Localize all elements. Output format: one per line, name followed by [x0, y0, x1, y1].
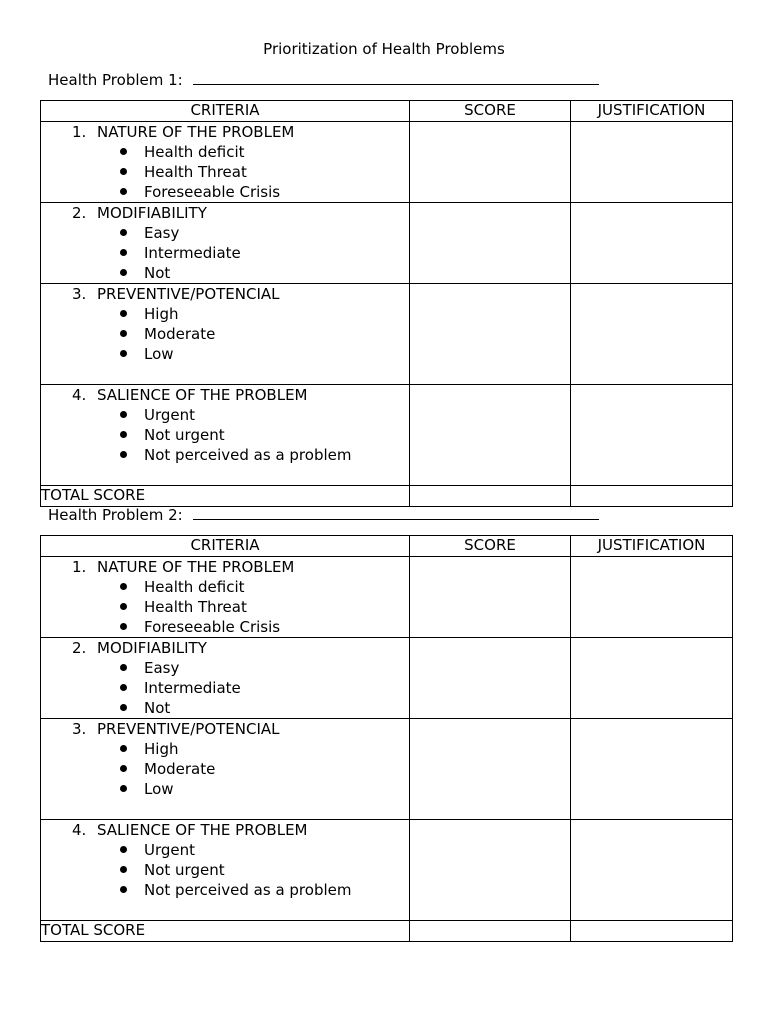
header-justification: JUSTIFICATION — [571, 101, 733, 122]
total-justification-cell[interactable] — [571, 486, 733, 507]
health-problem-1-line — [48, 71, 599, 89]
page-title: Prioritization of Health Problems — [263, 40, 505, 58]
score-cell[interactable] — [410, 557, 571, 638]
criterion-option: Low — [41, 344, 409, 364]
total-score-row — [41, 486, 733, 507]
criterion-option: Health deficit — [41, 142, 409, 162]
criterion-title: MODIFIABILITY — [97, 204, 207, 222]
criterion-number: 3. — [72, 720, 87, 738]
criterion-cell — [41, 203, 410, 284]
score-cell[interactable] — [410, 385, 571, 486]
total-score-label: TOTAL SCORE — [41, 921, 410, 942]
total-score-cell[interactable] — [410, 486, 571, 507]
criterion-title: NATURE OF THE PROBLEM — [97, 558, 295, 576]
score-cell[interactable] — [410, 820, 571, 921]
criterion-title: SALIENCE OF THE PROBLEM — [97, 386, 308, 404]
justification-cell[interactable] — [571, 385, 733, 486]
criteria-table-2 — [40, 535, 733, 942]
criteria-table-1 — [40, 100, 733, 507]
criterion-option: Health deficit — [41, 577, 409, 597]
criterion-option: Urgent — [41, 405, 409, 425]
criterion-number: 2. — [72, 204, 87, 222]
criterion-number: 2. — [72, 639, 87, 657]
criterion-number: 1. — [72, 123, 87, 141]
criterion-row-preventive — [41, 719, 733, 820]
criterion-option: Not — [41, 698, 409, 718]
criterion-option: Not — [41, 263, 409, 283]
criterion-option: Health Threat — [41, 162, 409, 182]
justification-cell[interactable] — [571, 284, 733, 385]
score-cell[interactable] — [410, 203, 571, 284]
header-score: SCORE — [410, 536, 571, 557]
justification-cell[interactable] — [571, 557, 733, 638]
total-justification-cell[interactable] — [571, 921, 733, 942]
justification-cell[interactable] — [571, 820, 733, 921]
criterion-option: Not perceived as a problem — [41, 445, 409, 465]
criterion-option: Health Threat — [41, 597, 409, 617]
health-problem-1-label: Health Problem 1: — [48, 71, 183, 89]
criterion-row-salience — [41, 385, 733, 486]
header-criteria: CRITERIA — [41, 536, 410, 557]
criterion-row-modifiability — [41, 638, 733, 719]
criterion-title: PREVENTIVE/POTENCIAL — [97, 720, 280, 738]
criterion-option: Foreseeable Crisis — [41, 617, 409, 637]
criterion-cell — [41, 122, 410, 203]
criterion-option: Easy — [41, 223, 409, 243]
criterion-cell — [41, 820, 410, 921]
criterion-option: Not perceived as a problem — [41, 880, 409, 900]
criterion-cell — [41, 638, 410, 719]
criterion-option: Foreseeable Crisis — [41, 182, 409, 202]
criterion-option: Urgent — [41, 840, 409, 860]
criterion-option: Low — [41, 779, 409, 799]
header-justification: JUSTIFICATION — [571, 536, 733, 557]
table-header-row — [41, 536, 733, 557]
criterion-title: PREVENTIVE/POTENCIAL — [97, 285, 280, 303]
health-problem-2-blank[interactable] — [193, 507, 599, 520]
health-problem-2-line — [48, 506, 599, 524]
score-cell[interactable] — [410, 719, 571, 820]
criterion-title: NATURE OF THE PROBLEM — [97, 123, 295, 141]
total-score-label: TOTAL SCORE — [41, 486, 410, 507]
score-cell[interactable] — [410, 638, 571, 719]
criterion-option: Not urgent — [41, 425, 409, 445]
criterion-option: Easy — [41, 658, 409, 678]
criterion-option: Moderate — [41, 324, 409, 344]
criterion-option: High — [41, 739, 409, 759]
criterion-row-modifiability — [41, 203, 733, 284]
health-problem-1-blank[interactable] — [193, 72, 599, 85]
criterion-row-nature — [41, 122, 733, 203]
justification-cell[interactable] — [571, 638, 733, 719]
criterion-row-salience — [41, 820, 733, 921]
criterion-number: 4. — [72, 386, 87, 404]
criterion-option: High — [41, 304, 409, 324]
justification-cell[interactable] — [571, 203, 733, 284]
criterion-option: Moderate — [41, 759, 409, 779]
total-score-row — [41, 921, 733, 942]
criterion-cell — [41, 385, 410, 486]
criterion-number: 4. — [72, 821, 87, 839]
criterion-option: Intermediate — [41, 678, 409, 698]
justification-cell[interactable] — [571, 122, 733, 203]
score-cell[interactable] — [410, 122, 571, 203]
criterion-cell — [41, 284, 410, 385]
total-score-cell[interactable] — [410, 921, 571, 942]
criterion-row-preventive — [41, 284, 733, 385]
criterion-cell — [41, 557, 410, 638]
score-cell[interactable] — [410, 284, 571, 385]
header-score: SCORE — [410, 101, 571, 122]
table-header-row — [41, 101, 733, 122]
justification-cell[interactable] — [571, 719, 733, 820]
header-criteria: CRITERIA — [41, 101, 410, 122]
criterion-row-nature — [41, 557, 733, 638]
health-problem-2-label: Health Problem 2: — [48, 506, 183, 524]
criterion-option: Intermediate — [41, 243, 409, 263]
criterion-title: SALIENCE OF THE PROBLEM — [97, 821, 308, 839]
criterion-number: 1. — [72, 558, 87, 576]
criterion-number: 3. — [72, 285, 87, 303]
criterion-option: Not urgent — [41, 860, 409, 880]
criterion-cell — [41, 719, 410, 820]
criterion-title: MODIFIABILITY — [97, 639, 207, 657]
